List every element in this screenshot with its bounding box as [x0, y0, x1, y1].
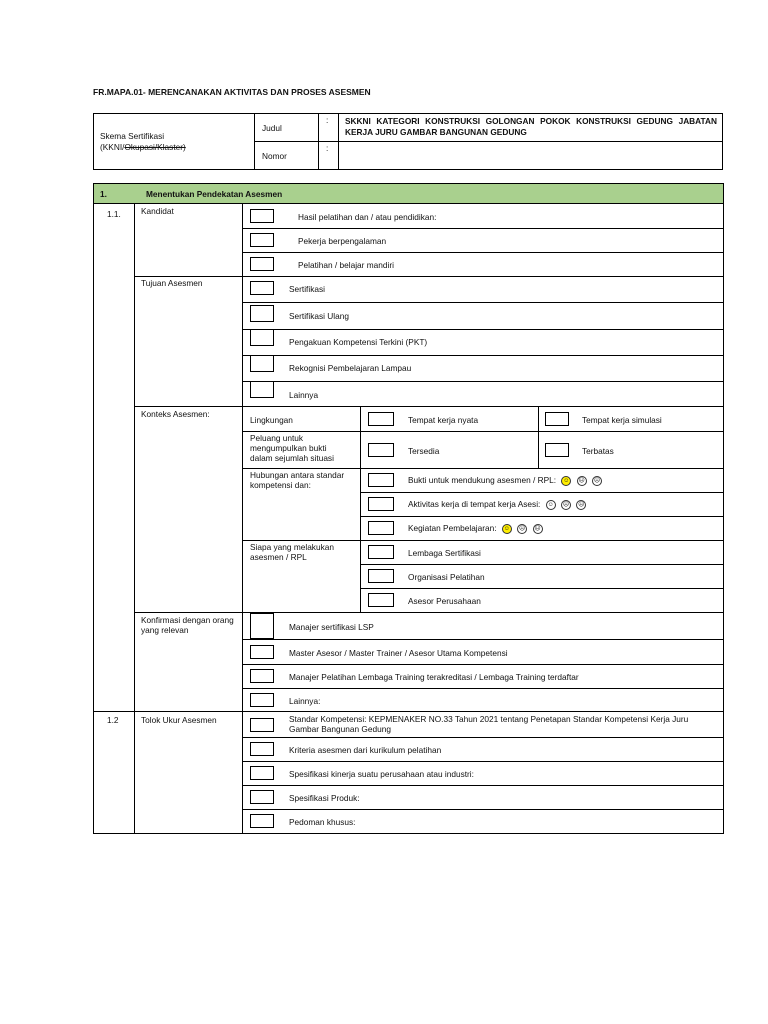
- judul-colon: :: [326, 115, 329, 125]
- konfirmasi-option-3: Manajer Pelatihan Lembaga Training terakreditasi / Lembaga Training terdaftar: [289, 672, 579, 682]
- tujuan-option-4: Rekognisi Pembelajaran Lampau: [289, 363, 412, 373]
- konfirmasi-option-1: Manajer sertifikasi LSP: [289, 622, 374, 632]
- tujuan-checkbox-5[interactable]: [250, 381, 274, 398]
- kandidat-checkbox-1[interactable]: [250, 209, 274, 223]
- bukti-label: Bukti untuk mendukung asesmen / RPL:: [408, 475, 557, 485]
- kandidat-option-2: Pekerja berpengalaman: [298, 236, 387, 246]
- kandidat-option-1: Hasil pelatihan dan / atau pendidikan:: [298, 212, 437, 222]
- tempat-nyata-checkbox[interactable]: [368, 412, 394, 426]
- section-number: 1.: [100, 189, 107, 199]
- smiley-icon[interactable]: ☺: [547, 501, 554, 508]
- kandidat-checkbox-3[interactable]: [250, 257, 274, 271]
- terbatas-label: Terbatas: [582, 446, 614, 456]
- tolok-checkbox-5[interactable]: [250, 814, 274, 828]
- bukti-row: [408, 475, 602, 486]
- tolok-checkbox-3[interactable]: [250, 766, 274, 780]
- judul-value: SKKNI KATEGORI KONSTRUKSI GOLONGAN POKOK KONSTRUKSI GEDUNG JABATAN KERJA JURU GAMBAR BANGUNAN GEDUNG: [345, 116, 717, 137]
- asesor-checkbox[interactable]: [368, 593, 394, 607]
- tujuan-option-2: Sertifikasi Ulang: [289, 311, 349, 321]
- terbatas-checkbox[interactable]: [545, 443, 569, 457]
- tempat-nyata-label: Tempat kerja nyata: [408, 415, 479, 425]
- kandidat-checkbox-2[interactable]: [250, 233, 274, 247]
- nomor-label: Nomor: [262, 151, 287, 161]
- konfirmasi-option-4: Lainnya:: [289, 696, 321, 706]
- kegiatan-checkbox[interactable]: [368, 521, 394, 535]
- tujuan-label: Tujuan Asesmen: [141, 278, 203, 288]
- tolok-checkbox-4[interactable]: [250, 790, 274, 804]
- kegiatan-row: [408, 523, 543, 534]
- bukti-checkbox[interactable]: [368, 473, 394, 487]
- konteks-label: Konteks Asesmen:: [141, 409, 210, 419]
- lembaga-label: Lembaga Sertifikasi: [408, 548, 481, 558]
- nomor-colon: :: [326, 143, 329, 153]
- tujuan-option-3: Pengakuan Kompetensi Terkini (PKT): [289, 337, 428, 347]
- tersedia-label: Tersedia: [408, 446, 440, 456]
- frown-icon[interactable]: ☹: [578, 501, 585, 508]
- kandidat-option-3: Pelatihan / belajar mandiri: [298, 260, 394, 270]
- konfirmasi-label: Konfirmasi dengan orang yang relevan: [141, 615, 234, 635]
- tolok-checkbox-1[interactable]: [250, 718, 274, 732]
- tolok-option-2: Kriteria asesmen dari kurikulum pelatihan: [289, 745, 442, 755]
- konfirmasi-checkbox-2[interactable]: [250, 645, 274, 659]
- smiley-icon[interactable]: ☺: [563, 477, 570, 484]
- kegiatan-label: Kegiatan Pembelajaran:: [408, 523, 497, 533]
- skema-sub-struck: Okupasi/Klaster): [124, 142, 186, 152]
- frown-icon[interactable]: ☹: [593, 477, 601, 484]
- kandidat-label: Kandidat: [141, 206, 174, 216]
- aktivitas-checkbox[interactable]: [368, 497, 394, 511]
- tolok-label: Tolok Ukur Asesmen: [141, 715, 217, 725]
- tolok-option-5: Pedoman khusus:: [289, 817, 356, 827]
- tujuan-checkbox-4[interactable]: [250, 355, 274, 372]
- skema-label: Skema Sertifikasi: [100, 131, 165, 141]
- konfirmasi-option-2: Master Asesor / Master Trainer / Asesor Utama Kompetensi: [289, 648, 508, 658]
- lingkungan-label: Lingkungan: [250, 415, 293, 425]
- neutral-face-icon[interactable]: ☹: [562, 501, 570, 508]
- smiley-icon[interactable]: ☺: [503, 525, 510, 532]
- hubungan-label: Hubungan antara standar kompetensi dan:: [250, 470, 345, 490]
- siapa-label: Siapa yang melakukan asesmen / RPL: [250, 542, 334, 562]
- tersedia-checkbox[interactable]: [368, 443, 394, 457]
- konfirmasi-checkbox-3[interactable]: [250, 669, 274, 683]
- tujuan-checkbox-1[interactable]: [250, 281, 274, 295]
- tujuan-checkbox-3[interactable]: [250, 329, 274, 346]
- tempat-simulasi-label: Tempat kerja simulasi: [582, 415, 662, 425]
- aktivitas-row: [408, 499, 586, 510]
- skema-sub: (KKNI/Okupasi/Klaster): [100, 142, 186, 152]
- lembaga-checkbox[interactable]: [368, 545, 394, 559]
- tujuan-checkbox-2[interactable]: [250, 305, 274, 322]
- aktivitas-label: Aktivitas kerja di tempat kerja Asesi:: [408, 499, 541, 509]
- tolok-option-4: Spesifikasi Produk:: [289, 793, 360, 803]
- frown-icon[interactable]: ☹: [534, 525, 541, 532]
- neutral-face-icon[interactable]: ☹: [519, 525, 526, 532]
- tolok-option-1: Standar Kompetensi: KEPMENAKER NO.33 Tahun 2021 tentang Penetapan Standar Kompetensi Kerja Juru Gambar Bangunan Gedung: [289, 714, 689, 734]
- sub-number-1-2: 1.2: [107, 715, 119, 725]
- judul-label: Judul: [262, 123, 282, 133]
- tolok-option-3: Spesifikasi kinerja suatu perusahaan atau industri:: [289, 769, 474, 779]
- konfirmasi-checkbox-1[interactable]: [250, 613, 274, 639]
- konfirmasi-checkbox-4[interactable]: [250, 693, 274, 707]
- sub-number-1-1: 1.1.: [107, 209, 121, 219]
- asesor-label: Asesor Perusahaan: [408, 596, 481, 606]
- organisasi-checkbox[interactable]: [368, 569, 394, 583]
- section-title: Menentukan Pendekatan Asesmen: [146, 189, 283, 199]
- tujuan-option-1: Sertifikasi: [289, 284, 325, 294]
- neutral-face-icon[interactable]: ☹: [578, 477, 585, 484]
- tolok-checkbox-2[interactable]: [250, 742, 274, 756]
- document-title: FR.MAPA.01- MERENCANAKAN AKTIVITAS DAN PROSES ASESMEN: [93, 87, 371, 97]
- tempat-simulasi-checkbox[interactable]: [545, 412, 569, 426]
- tujuan-option-5: Lainnya: [289, 390, 319, 400]
- peluang-label: Peluang untuk mengumpulkan bukti dalam sejumlah situasi: [250, 433, 334, 463]
- organisasi-label: Organisasi Pelatihan: [408, 572, 485, 582]
